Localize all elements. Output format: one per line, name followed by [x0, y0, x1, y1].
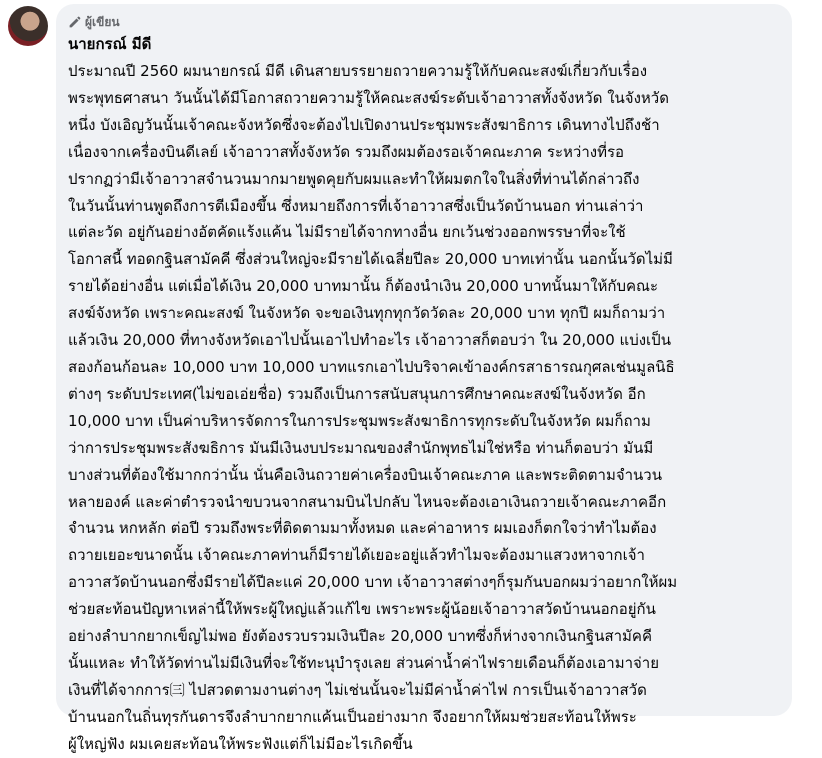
author-badge-label: ผู้เขียน — [85, 14, 120, 29]
avatar[interactable] — [8, 6, 48, 46]
comment-author-name[interactable]: นายกรณ์ มีดี — [68, 35, 152, 53]
pencil-icon — [68, 16, 81, 29]
comment-bubble — [56, 4, 792, 753]
author-badge — [68, 12, 780, 32]
comment-text: ประมาณปี 2560 ผมนายกรณ์ มีดี เดินสายบรรยายถวายความรู้ให้กับคณะสงฆ์เกี่ยวกับเรื่อง พระพุทธศาสนา วันนั้นได้มีโอกาสถวายความรู้ให้คณะสงฆ์ระดับเจ้าอาวาสทั้งจังหวัด ในจังหวัด หนึ่ง บังเอิญวันนั้นเจ้าคณะจังหวัดซึ่งจะต้องไปเปิดงานประชุมพระสังฆาธิการ เดินทางไปถึงช้า เนื่องจากเครื่องบินดีเลย์ เจ้าอาวาสทั้งจังหวัด รวมถึงผมต้องรอเจ้าคณะภาค ระหว่างที่รอ ปรากฏว่ามีเจ้าอาวาสจำนวนมากมายพูดคุยกับผมและทำให้ผมตกใจในสิ่งที่ท่านได้กล่าวถึง ในวันนั้นท่านพูดถึงการตีเมืองขึ้น ซึ่งหมายถึงการที่เจ้าอาวาสซึ่งเป็นวัดบ้านนอก ท่านเล่าว่า แต่ละวัด อยู่กันอย่างอัตคัดแร้งแค้น ไม่มีรายได้จากทางอื่น ยกเว้นช่วงออกพรรษาที่จะใช้ โอกาสนี้ ทอดกฐินสามัคคี ซึ่งส่วนใหญ่จะมีรายได้เฉลี่ยปีละ 20,000 บาทเท่านั้น นอกนั้นวัดไม่มี รายได้อย่างอื่น แต่เมื่อได้เงิน 20,000 บาทมานั้น ก็ต้องนำเงิน 20,000 บาทนั้นมาให้กับคณะ สงฆ์จังหวัด เพราะคณะสงฆ์ ในจังหวัด จะขอเงินทุกทุกวัดวัดละ 20,000 บาท ทุกปี ผมก็ถามว่า แล้วเงิน 20,000 ที่ทางจังหวัดเอาไปนั้นเอาไปทำอะไร เจ้าอาวาสก็ตอบว่า ใน 20,000 แบ่งเป็น สองก้อนก้อนละ 10,000 บาท 10,000 บาทแรกเอาไปบริจาคเข้าองค์กรสาธารณกุศลเช่นมูลนิธิ ต่างๆ ระดับประเทศ(ไม่ขอเอ่ยชื่อ) รวมถึงเป็นการสนับสนุนการศึกษาคณะสงฆ์ในจังหวัด อีก 10,000 บาท เป็นค่าบริหารจัดการในการประชุมพระสังฆาธิการทุกระดับในจังหวัด ผมก็ถาม ว่าการประชุมพระสังฆธิการ มันมีเงินงบประมาณของสำนักพุทธไม่ใช่หรือ ท่านก็ตอบว่า มันมี บางส่วนที่ต้องใช้มากกว่านั้น นั่นคือเงินถวายค่าเครื่องบินเจ้าคณะภาค และพระติดตามจำนวน หลายองค์ และค่าตำรวจนำขบวนจากสนามบินไปกลับ ไหนจะต้องเอาเงินถวายเจ้าคณะภาคอีก จำนวน หกหลัก ต่อปี รวมถึงพระที่ติดตามมาทั้งหมด และค่าอาหาร ผมเองก็ตกใจว่าทำไมต้อง ถวายเยอะขนาดนั้น เจ้าคณะภาคท่านก็มีรายได้เยอะอยู่แล้วทำไมจะต้องมาแสวงหาจากเจ้า อาวาสวัดบ้านนอกซึ่งมีรายได้ปีละแค่ 20,000 บาท เจ้าอาวาสต่างๆก็รุมกันบอกผมว่าอยากให้ผม ช่วยสะท้อนปัญหาเหล่านี้ให้พระผู้ใหญ่แล้วแก้ไข เพราะพระผู้น้อยเจ้าอาวาสวัดบ้านนอกอยู่กัน อย่างลำบากยากเข็ญไม่พอ ยังต้องรวบรวมเงินปีละ 20,000 บาทซึ่งก็ห่างจากเงินกฐินสามัคคี นั้นแหละ ทำให้วัดท่านไม่มีเงินที่จะใช้ทะนุบำรุงเลย ส่วนค่าน้ำค่าไฟรายเดือนก็ต้องเอามาจ่าย เงินที่ได้จากการ🉁 ไปสวดตามงานต่างๆ ไม่เช่นนั้นจะไม่มีค่าน้ำค่าไฟ การเป็นเจ้าอาวาสวัด บ้านนอกในถิ่นทุรกันดารจึงลำบากยากแค้นเป็นอย่างมาก จึงอยากให้ผมช่วยสะท้อนให้พระ ผู้ใหญ่ฟัง ผมเคยสะท้อนให้พระฟังแต่ก็ไม่มีอะไรเกิดขึ้น — [68, 62, 678, 753]
